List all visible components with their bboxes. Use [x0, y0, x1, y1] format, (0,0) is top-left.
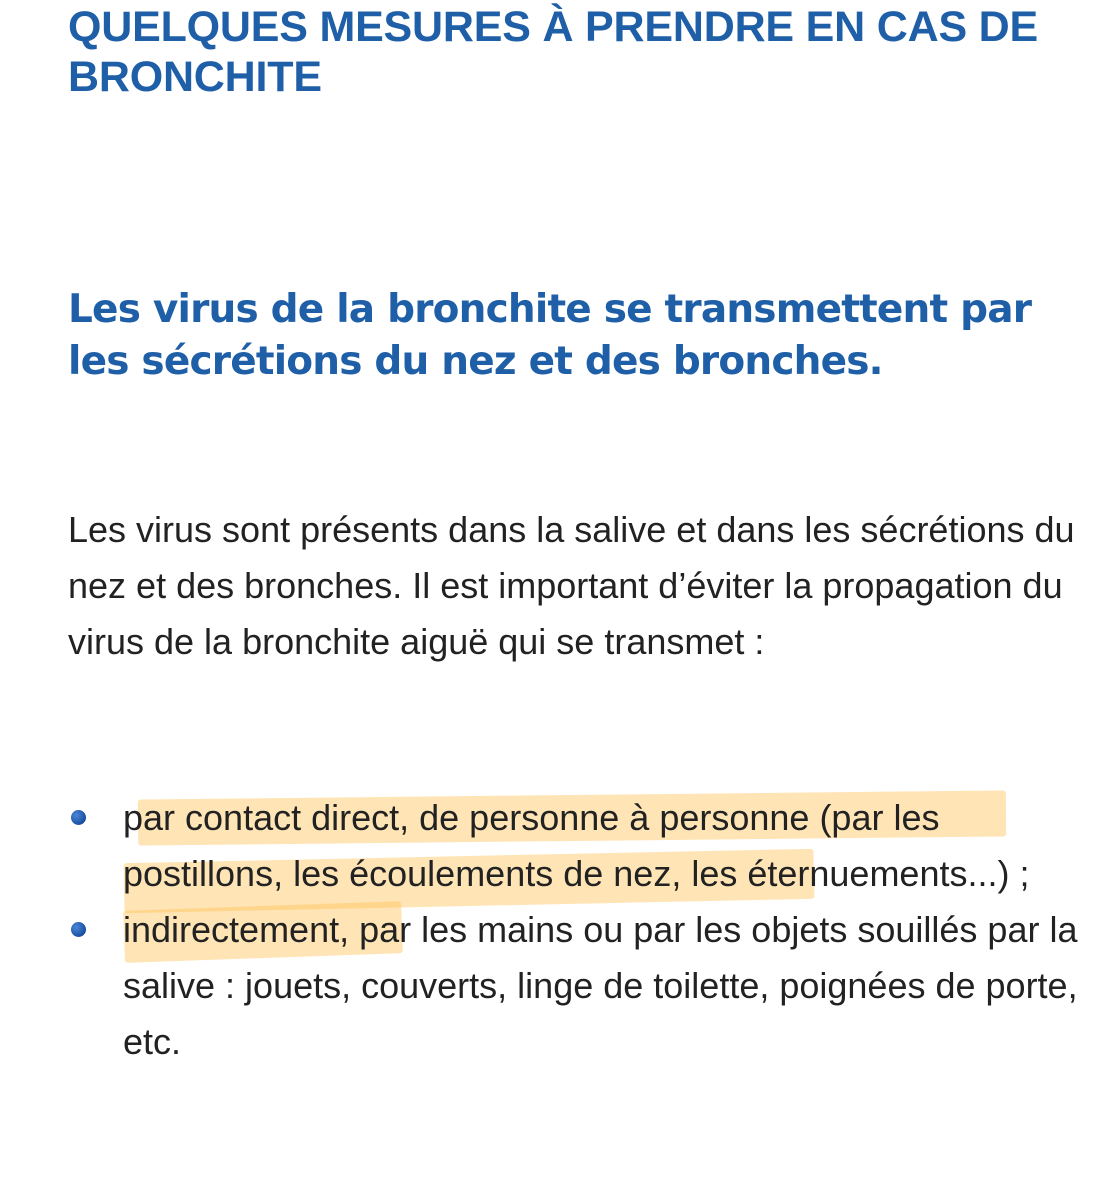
- list-item-text: par contact direct, de personne à personne (par les postillons, les écoulements de nez, les éternuements...) ;: [123, 797, 1030, 894]
- transmission-list: [0, 790, 1115, 1070]
- bullet-icon: [71, 922, 86, 937]
- bullet-icon: [71, 810, 86, 825]
- list-item: [0, 902, 1103, 1070]
- list-item-text: indirectement, par les mains ou par les objets souillés par la salive : jouets, couverts, linge de toilette, poignées de porte, etc.: [123, 909, 1078, 1062]
- page-title: QUELQUES MESURES À PRENDRE EN CAS DE BRONCHITE: [68, 3, 1039, 101]
- list-item: [0, 790, 1103, 902]
- intro-paragraph: Les virus sont présents dans la salive et dans les sécrétions du nez et des bronches. Il est important d’éviter la propagation du virus de la bronchite aiguë qui se transmet :: [68, 509, 1075, 662]
- section-subheading: Les virus de la bronchite se transmettent par les sécrétions du nez et des bronches.: [68, 287, 1032, 384]
